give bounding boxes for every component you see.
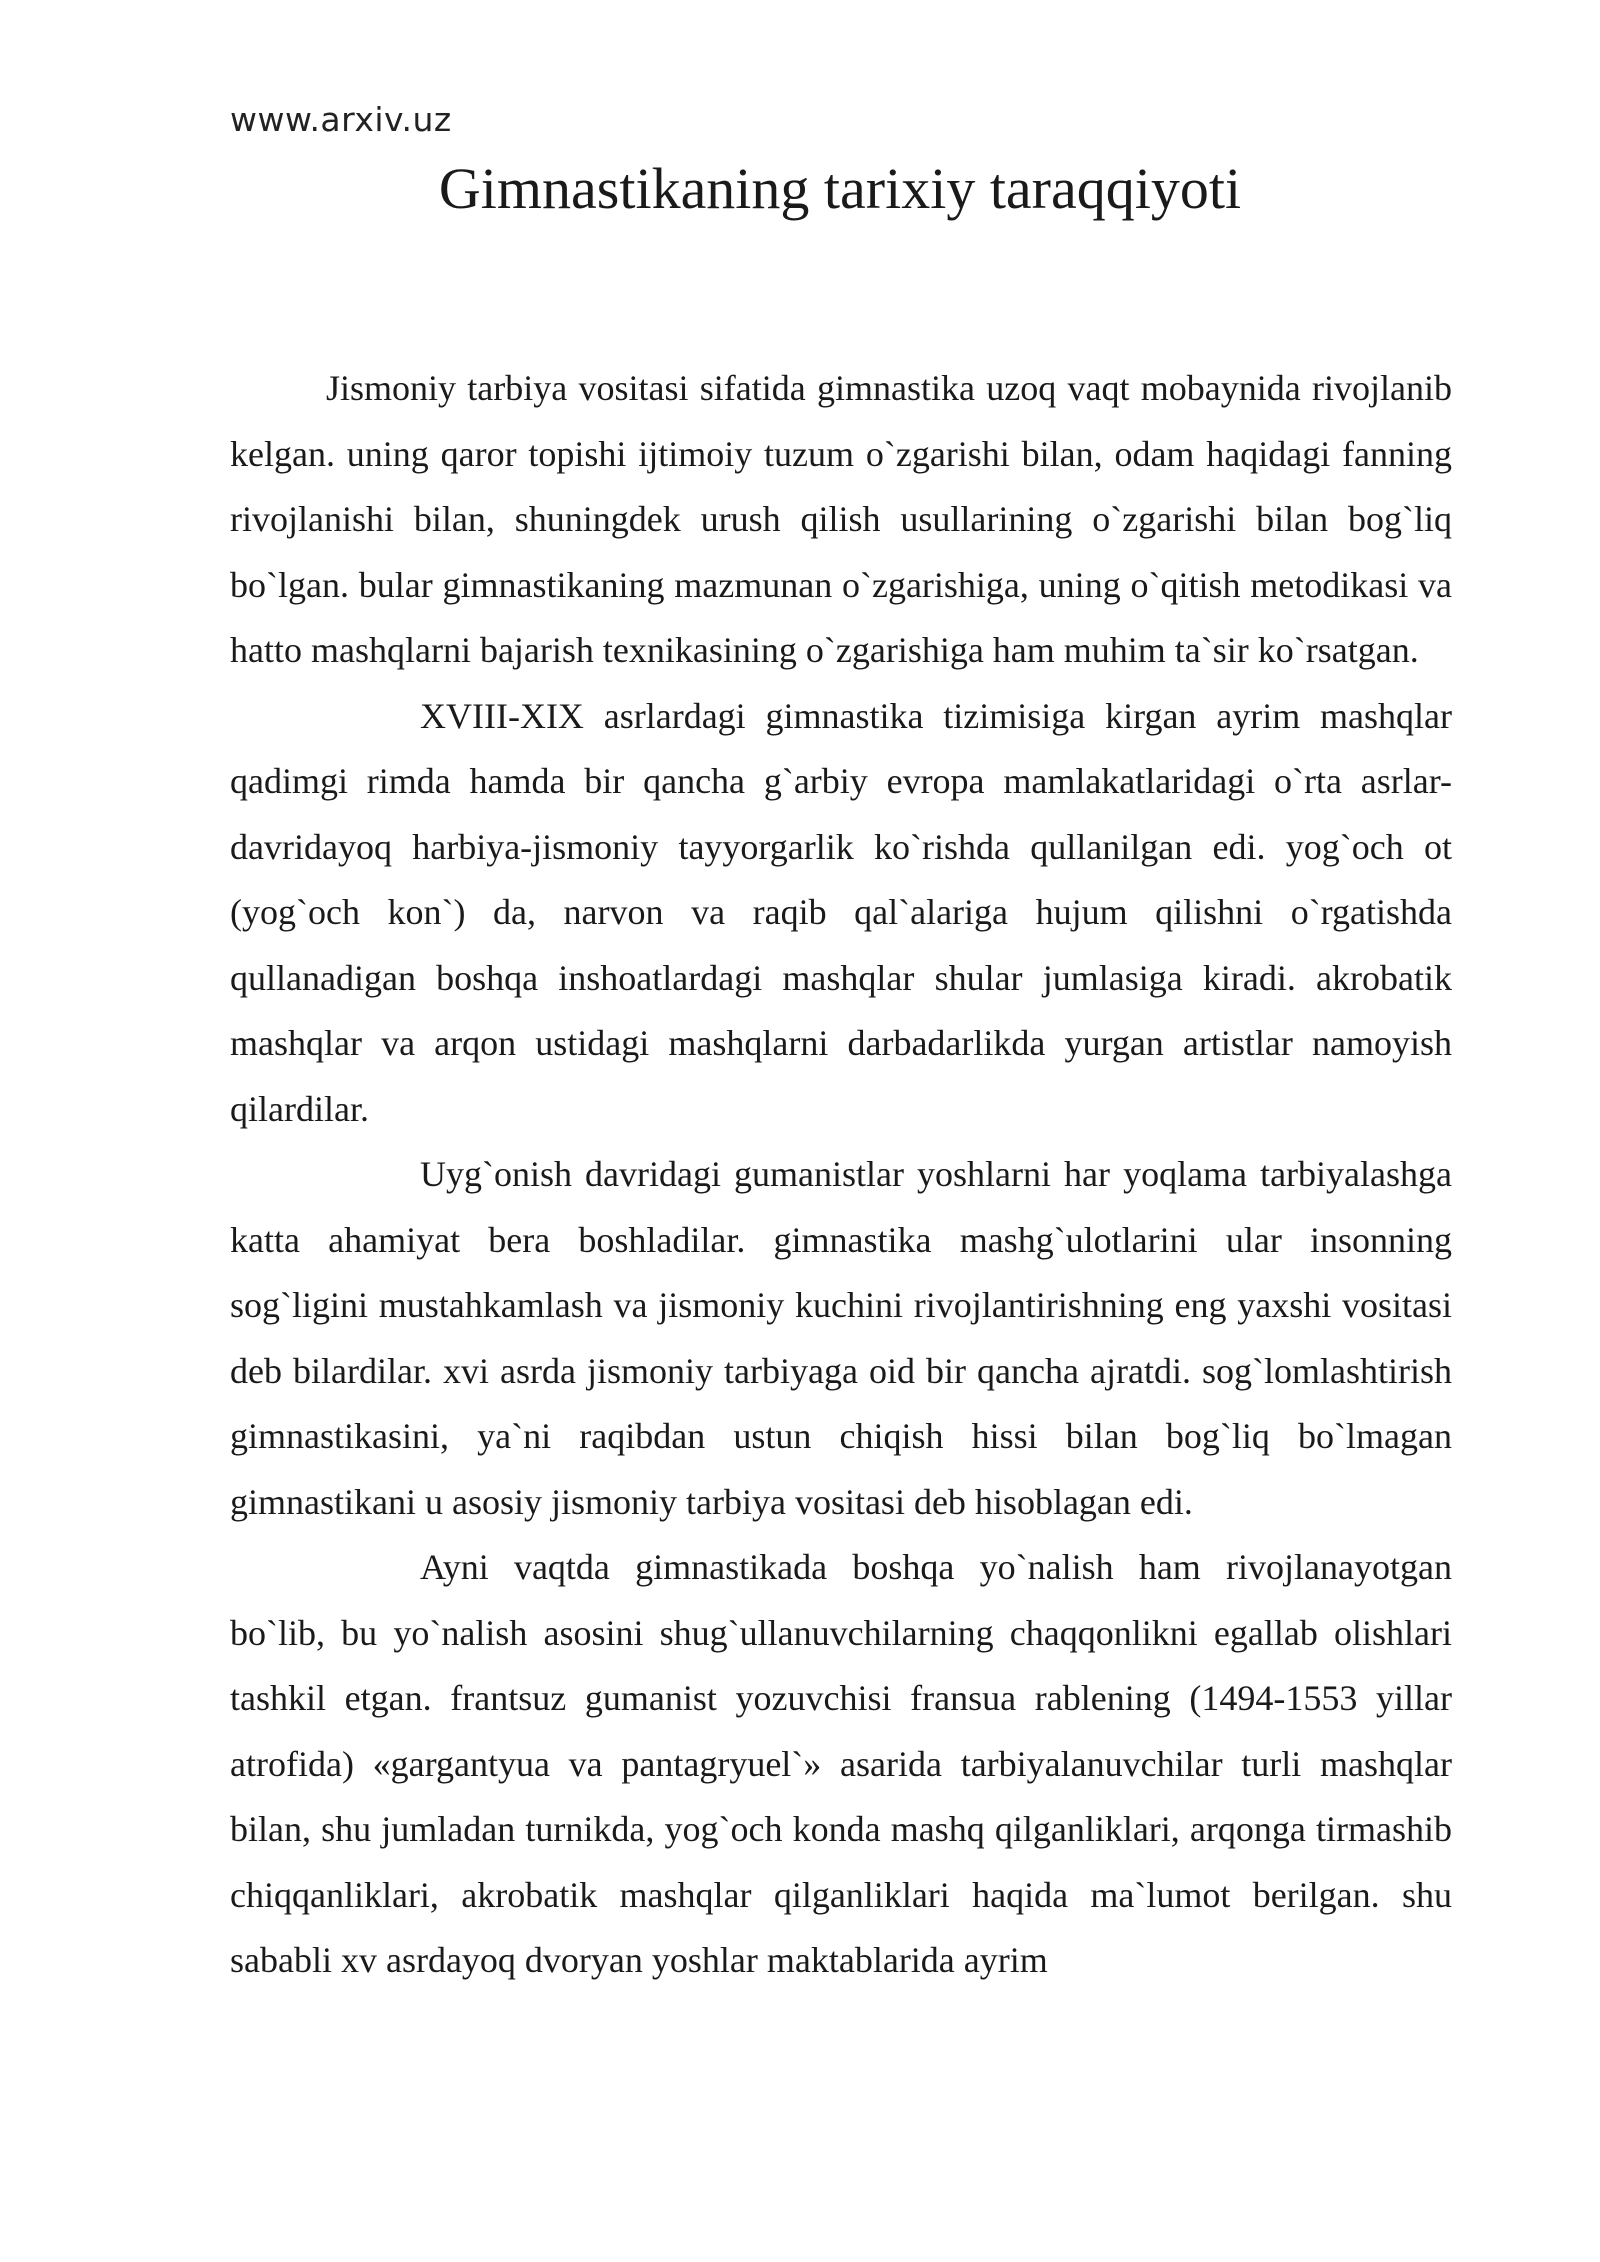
site-url: www.arxiv.uz bbox=[230, 100, 452, 139]
paragraph-1: Jismoniy tarbiya vositasi sifatida gimnastika uzoq vaqt mobaynida rivojlanib kelgan. uning qaror topishi ijtimoiy tuzum o`zgarishi bilan, odam haqidagi fanning rivojlanishi bilan, shuningdek urush qilish usullarining o`zgarishi bilan bog`liq bo`lgan. bular gimnastikaning mazmunan o`zgarishiga, uning o`qitish metodikasi va hatto mashqlarni bajarish texnikasining o`zgarishiga ham muhim ta`sir ko`rsatgan. bbox=[230, 368, 1452, 670]
document-body bbox=[230, 356, 1452, 1994]
document-title: Gimnastikaning tarixiy taraqqiyoti bbox=[438, 156, 1242, 221]
paragraph-3: Uyg`onish davridagi gumanistlar yoshlarni har yoqlama tarbiyalashga katta ahamiyat bera boshladilar. gimnastika mashg`ulotlarini ular insonning sog`ligini mustahkamlash va jismoniy kuchini rivojlantirishning eng yaxshi vositasi deb bilardilar. xvi asrda jismoniy tarbiyaga oid bir qancha ajratdi. sog`lomlashtirish gimnastikasini, ya`ni raqibdan ustun chiqish hissi bilan bog`liq bo`lmagan gimnastikani u asosiy jismoniy tarbiya vositasi deb hisoblagan edi. bbox=[230, 1154, 1452, 1522]
paragraph-2: XVIII-XIX asrlardagi gimnastika tizimisiga kirgan ayrim mashqlar qadimgi rimda hamda bir qancha g`arbiy evropa mamlakatlaridagi o`rta asrlar-davridayoq harbiya-jismoniy tayyorgarlik ko`rishda qullanilgan edi. yog`och ot (yog`och kon`) da, narvon va raqib qal`alariga hujum qilishni o`rgatishda qullanadigan boshqa inshoatlardagi mashqlar shular jumlasiga kiradi. akrobatik mashqlar va arqon ustidagi mashqlarni darbadarlikda yurgan artistlar namoyish qilardilar. bbox=[230, 695, 1452, 1129]
paragraph-4: Ayni vaqtda gimnastikada boshqa yo`nalish ham rivojlanayotgan bo`lib, bu yo`nalish asosini shug`ullanuvchilarning chaqqonlikni egallab olishlari tashkil etgan. frantsuz gumanist yozuvchisi fransua rablening (1494-1553 yillar atrofida) «gargantyua va pantagryuel`» asarida tarbiyalanuvchilar turli mashqlar bilan, shu jumladan turnikda, yog`och konda mashq qilganliklari, arqonga tirmashib chiqqanliklari, akrobatik mashqlar qilganliklari haqida ma`lumot berilgan. shu sababli xv asrdayoq dvoryan yoshlar maktablarida ayrim bbox=[230, 1547, 1452, 1980]
